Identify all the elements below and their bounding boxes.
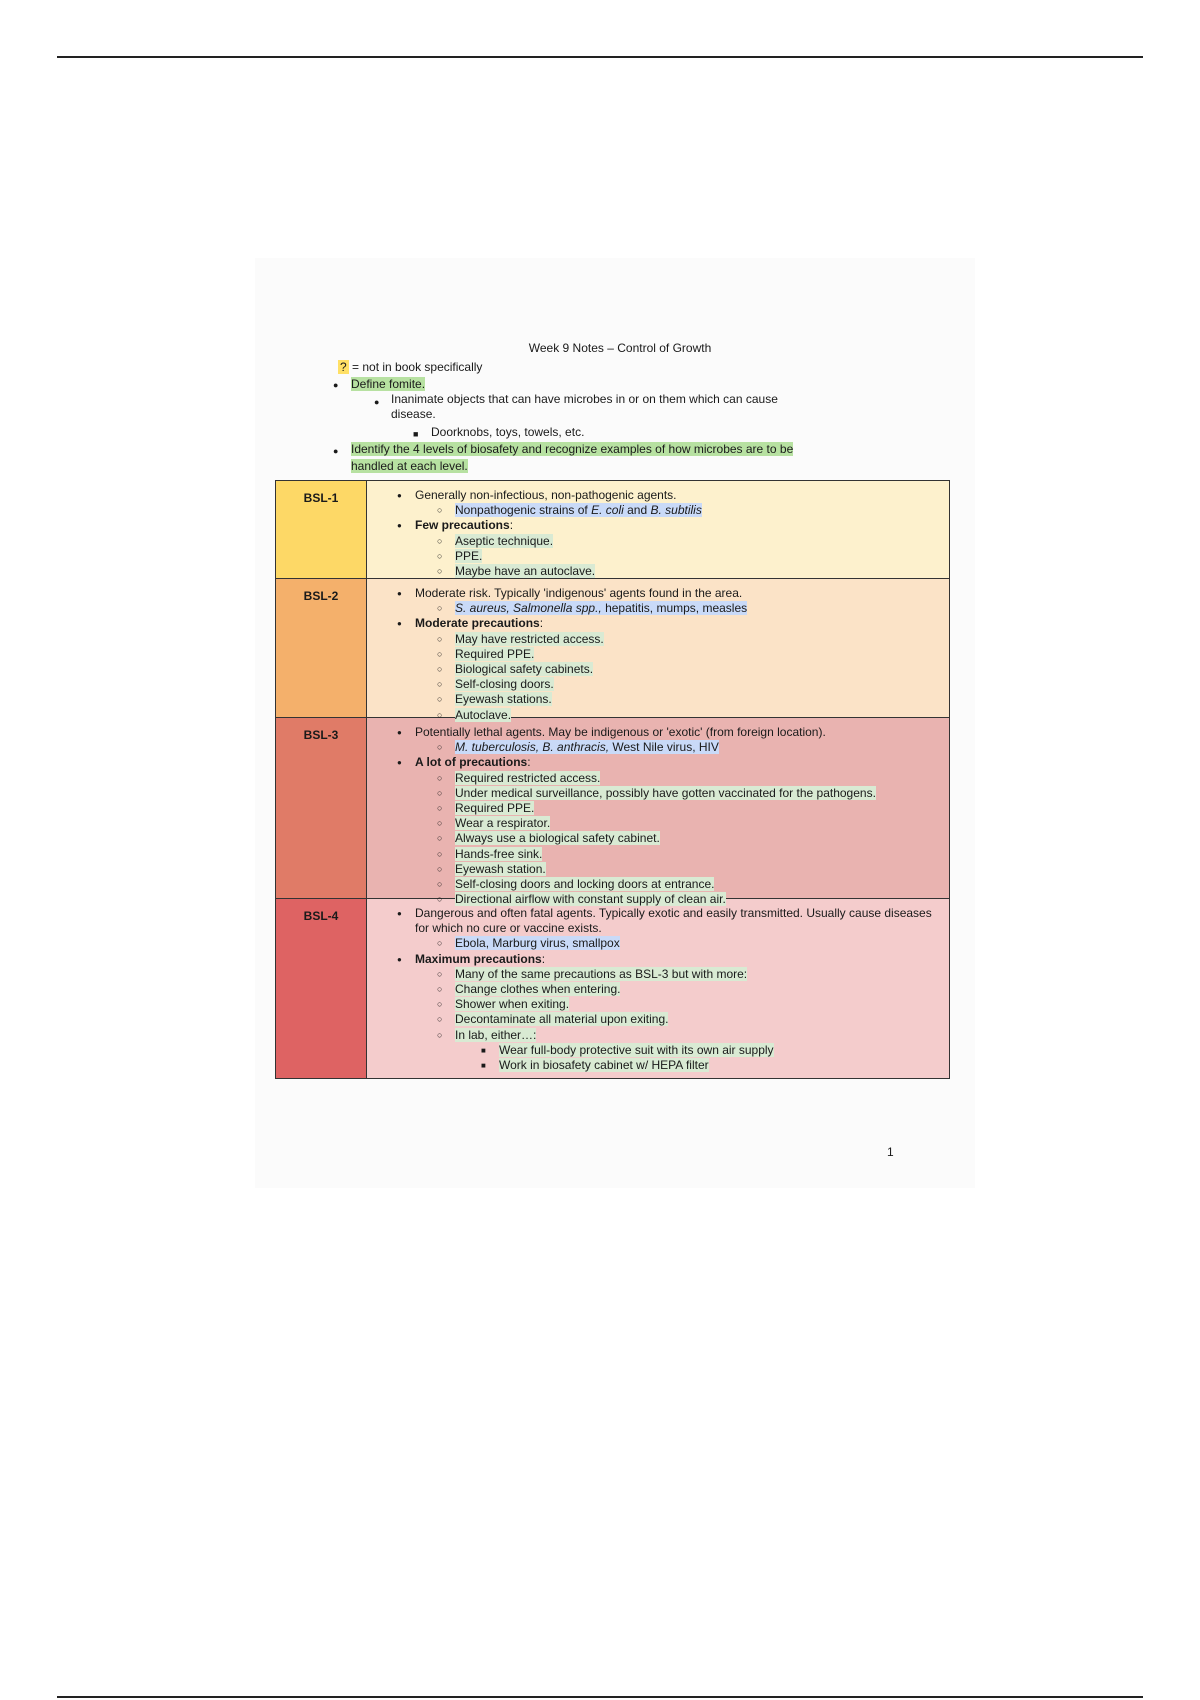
bsl-level-cell: BSL-2 <box>276 579 367 717</box>
precaution-item: ○ Self-closing doors and locking doors at entrance. <box>395 877 939 892</box>
precaution-item: ○ Required PPE. <box>395 647 939 662</box>
precaution-item: ○ Many of the same precautions as BSL-3 but with more: <box>395 967 939 982</box>
bsl-row-2 <box>276 579 949 722</box>
bsl-precautions-heading: ● Moderate precautions: <box>395 616 939 631</box>
precaution-item: ○ Hands-free sink. <box>395 847 939 862</box>
bsl-examples: ○ Nonpathogenic strains of E. coli and B. subtilis <box>395 503 939 518</box>
bsl-description-cell <box>367 718 949 907</box>
bsl-description: ● Potentially lethal agents. May be indigenous or 'exotic' (from foreign location). <box>395 725 939 740</box>
precaution-item: ○ May have restricted access. <box>395 632 939 647</box>
bsl-description: ● Dangerous and often fatal agents. Typically exotic and easily transmitted. Usually cause diseases for which no cure or vaccine exists. <box>395 906 939 936</box>
precaution-item: ○ Autoclave. <box>395 708 939 723</box>
precaution-item: ○ Eyewash station. <box>395 862 939 877</box>
precaution-item: ○ Eyewash stations. <box>395 692 939 707</box>
outline-item-biosafety-levels: Identify the 4 levels of biosafety and recognize examples of how microbes are to be handled at each level. <box>351 442 794 473</box>
question-mark-symbol: ? <box>340 360 347 374</box>
precaution-item: ○ Wear a respirator. <box>395 816 939 831</box>
precaution-item: ○ Required PPE. <box>395 801 939 816</box>
outline-subsubitem-fomite-examples: Doorknobs, toys, towels, etc. <box>431 425 585 439</box>
sub-precaution-item: ■ Wear full-body protective suit with its own air supply <box>395 1043 939 1058</box>
precaution-item: ○ PPE. <box>395 549 939 564</box>
bsl-precautions-heading: ● A lot of precautions: <box>395 755 939 770</box>
bsl-level-cell: BSL-4 <box>276 899 367 1078</box>
legend-text: = not in book specifically <box>348 360 483 374</box>
outline-item-define-fomite: Define fomite. <box>351 377 426 391</box>
bullet-icon: ● <box>333 446 339 456</box>
precaution-item: ○ Aseptic technique. <box>395 534 939 549</box>
bottom-rule <box>57 1696 1143 1698</box>
bsl-description-cell <box>367 481 949 578</box>
precaution-item: ○ Self-closing doors. <box>395 677 939 692</box>
bsl-examples: ○ S. aureus, Salmonella spp., hepatitis, mumps, measles <box>395 601 939 616</box>
bsl-description: ● Generally non-infectious, non-pathogenic agents. <box>395 488 939 503</box>
precaution-item: ○ Biological safety cabinets. <box>395 662 939 677</box>
bsl-description: ● Moderate risk. Typically 'indigenous' agents found in the area. <box>395 586 939 601</box>
bsl-description-cell <box>367 899 949 1078</box>
legend-line <box>338 360 482 374</box>
precaution-item: ○ Shower when exiting. <box>395 997 939 1012</box>
bsl-precautions-heading: ● Maximum precautions: <box>395 952 939 967</box>
bsl-row-3 <box>276 718 949 907</box>
sub-precaution-item: ■ Work in biosafety cabinet w/ HEPA filter <box>395 1058 939 1073</box>
bullet-icon: ● <box>333 380 339 390</box>
square-bullet-icon: ■ <box>413 429 419 439</box>
bsl-examples: ○ Ebola, Marburg virus, smallpox <box>395 936 939 951</box>
page-number: 1 <box>887 1145 894 1159</box>
document-page <box>255 258 975 1188</box>
precaution-item: ○ Maybe have an autoclave. <box>395 564 939 579</box>
precaution-item: ○ Change clothes when entering. <box>395 982 939 997</box>
precaution-item: ○ In lab, either…: <box>395 1028 939 1043</box>
precaution-item: ○ Always use a biological safety cabinet. <box>395 831 939 846</box>
top-rule <box>57 56 1143 58</box>
bsl-level-cell: BSL-1 <box>276 481 367 578</box>
bsl-level-cell: BSL-3 <box>276 718 367 898</box>
precaution-item: ○ Under medical surveillance, possibly have gotten vaccinated for the pathogens. <box>395 786 939 801</box>
document-title: Week 9 Notes – Control of Growth <box>528 341 712 355</box>
biosafety-levels-table <box>275 480 950 1079</box>
bsl-examples: ○ M. tuberculosis, B. anthracis, West Nile virus, HIV <box>395 740 939 755</box>
precaution-item: ○ Required restricted access. <box>395 771 939 786</box>
bsl-row-4 <box>276 899 949 1078</box>
bsl-row-1 <box>276 481 949 579</box>
bsl-description-cell <box>367 579 949 722</box>
bullet-icon: ● <box>374 397 380 407</box>
precaution-item: ○ Directional airflow with constant supply of clean air. <box>395 892 939 907</box>
precaution-item: ○ Decontaminate all material upon exiting. <box>395 1012 939 1027</box>
bsl-precautions-heading: ● Few precautions: <box>395 518 939 533</box>
outline-subitem-fomite-definition: Inanimate objects that can have microbes in or on them which can cause disease. <box>391 392 778 421</box>
